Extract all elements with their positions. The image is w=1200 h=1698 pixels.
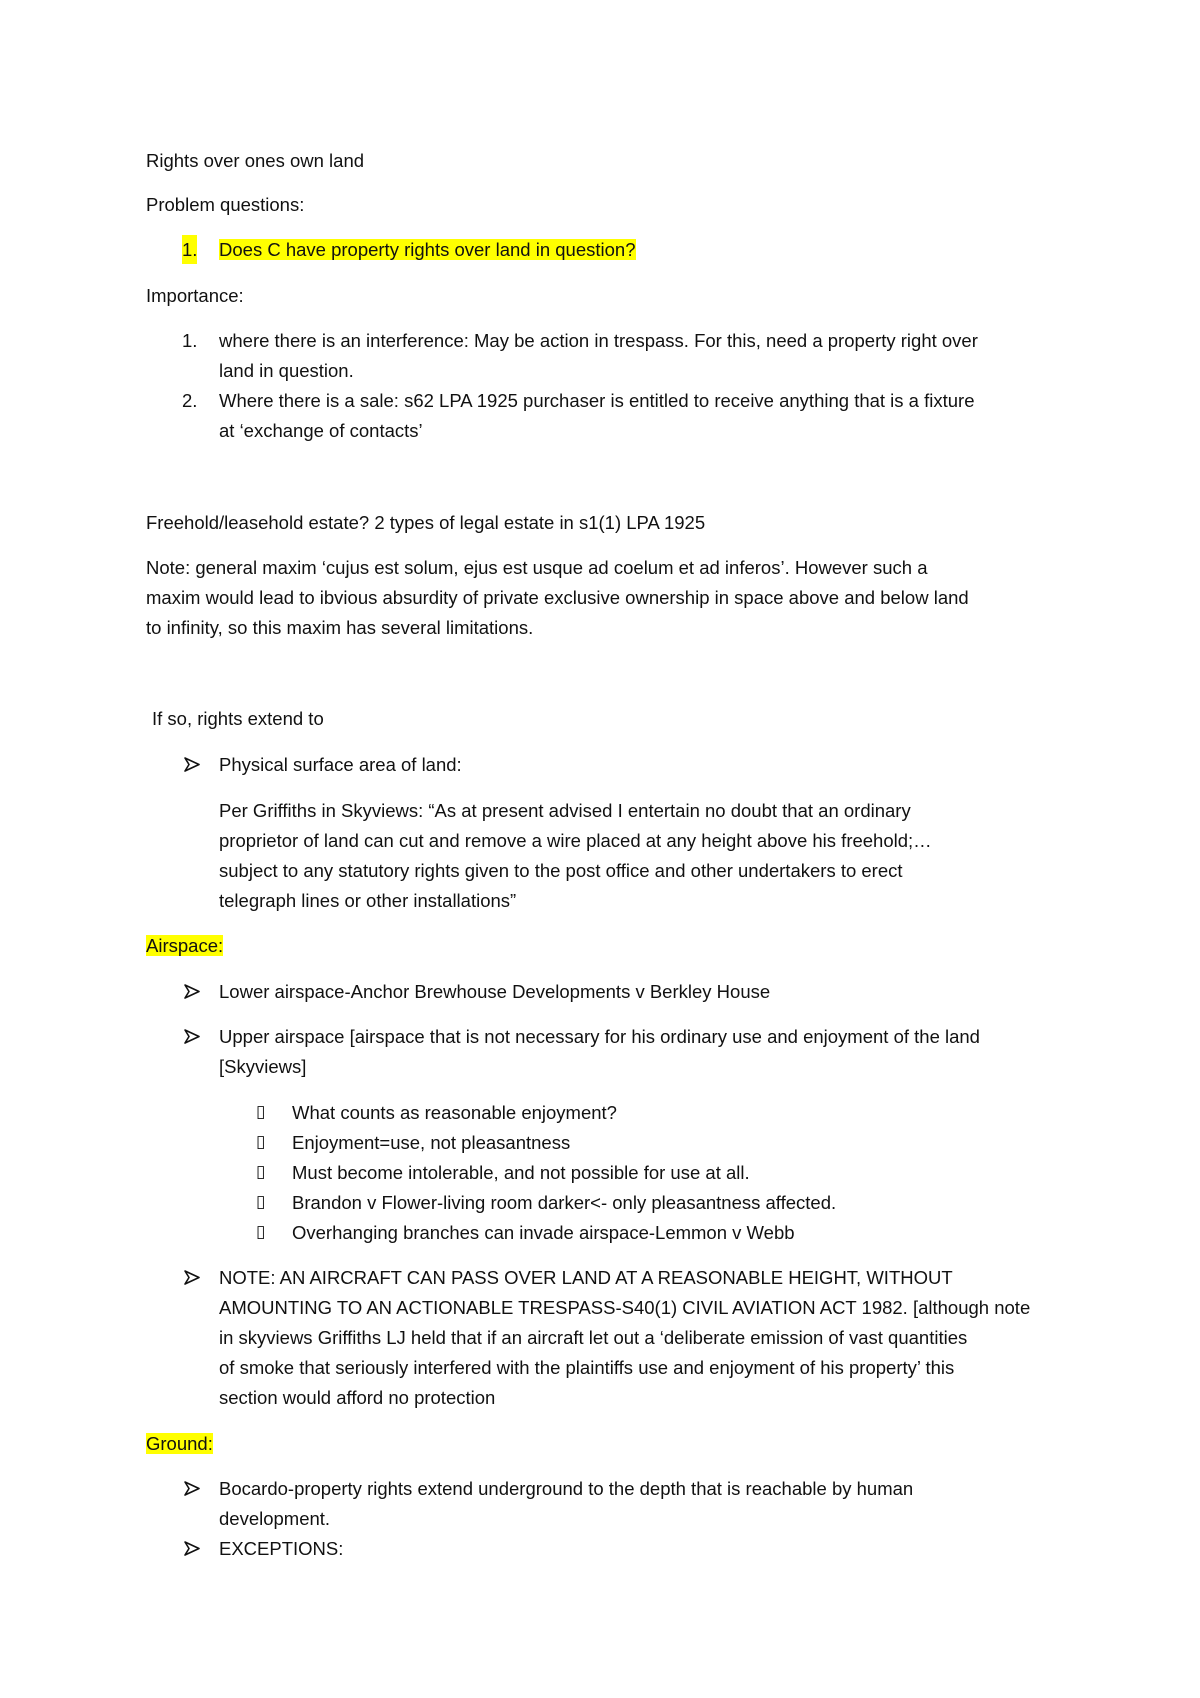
sub-item-3: Must become intolerable, and not possible for use at all. [292,1162,750,1183]
exceptions-item: EXCEPTIONS: [219,1538,344,1559]
griffiths-quote-line-2: proprietor of land can cut and remove a wire placed at any height above his freehold;… [219,830,932,851]
lower-airspace-item: Lower airspace-Anchor Brewhouse Developments v Berkley House [219,981,771,1002]
highlighted-text: Airspace: [146,935,224,956]
question-1 [219,235,636,264]
bocardo-line-2: development. [219,1508,331,1529]
sub-item-4: Brandon v Flower-living room darker<- only pleasantness affected. [292,1192,837,1213]
arrow-bullet-icon [183,1263,201,1292]
sub-item-5: Overhanging branches can invade airspace-Lemmon v Webb [292,1222,795,1243]
aircraft-note-line-3: in skyviews Griffiths LJ held that if an aircraft let out a ‘deliberate emission of vast quantities [219,1327,968,1348]
list-number: 2. [182,390,198,411]
upper-airspace-line-2: [Skyviews] [219,1056,307,1077]
sub-item-1: What counts as reasonable enjoyment? [292,1102,617,1123]
note-line-3: to infinity, so this maxim has several limitations. [146,617,534,638]
square-bullet-icon: ▯ [256,1192,266,1212]
ground-heading [146,1429,213,1458]
importance-2-line-1: Where there is a sale: s62 LPA 1925 purchaser is entitled to receive anything that is a fixture [219,390,975,411]
arrow-bullet-icon [183,1474,201,1503]
list-number: 1. [182,235,197,264]
aircraft-note-line-2: AMOUNTING TO AN ACTIONABLE TRESPASS-S40(1) CIVIL AVIATION ACT 1982. [although note [219,1297,1031,1318]
importance-1-line-2: land in question. [219,360,354,381]
square-bullet-icon: ▯ [256,1222,266,1242]
list-number: 1. [182,330,198,351]
doc-title: Rights over ones own land [146,150,365,171]
arrow-bullet-icon [183,750,201,779]
importance-2-line-2: at ‘exchange of contacts’ [219,420,423,441]
griffiths-quote-line-1: Per Griffiths in Skyviews: “As at present advised I entertain no doubt that an ordinary [219,800,911,821]
aircraft-note-line-1: NOTE: AN AIRCRAFT CAN PASS OVER LAND AT A REASONABLE HEIGHT, WITHOUT [219,1267,953,1288]
sub-item-2: Enjoyment=use, not pleasantness [292,1132,571,1153]
note-line-2: maxim would lead to ibvious absurdity of private exclusive ownership in space above and below land [146,587,969,608]
griffiths-quote-line-3: subject to any statutory rights given to the post office and other undertakers to erect [219,860,903,881]
highlighted-text: Does C have property rights over land in question? [219,239,636,260]
aircraft-note-line-5: section would afford no protection [219,1387,496,1408]
arrow-bullet-icon [183,1022,201,1051]
arrow-bullet-icon [183,1534,201,1563]
bocardo-line-1: Bocardo-property rights extend underground to the depth that is reachable by human [219,1478,914,1499]
square-bullet-icon: ▯ [256,1102,266,1122]
importance-1-line-1: where there is an interference: May be action in trespass. For this, need a property right over [219,330,978,351]
arrow-bullet-icon [183,977,201,1006]
physical-surface-item: Physical surface area of land: [219,754,462,775]
problem-heading: Problem questions: [146,194,305,215]
freehold-paragraph: Freehold/leasehold estate? 2 types of legal estate in s1(1) LPA 1925 [146,512,706,533]
importance-heading: Importance: [146,285,244,306]
note-line-1: Note: general maxim ‘cujus est solum, ejus est usque ad coelum et ad inferos’. However such a [146,557,928,578]
airspace-heading [146,931,223,960]
aircraft-note-line-4: of smoke that seriously interfered with the plaintiffs use and enjoyment of his property’ this [219,1357,955,1378]
griffiths-quote-line-4: telegraph lines or other installations” [219,890,517,911]
highlighted-text: Ground: [146,1433,213,1454]
upper-airspace-line-1: Upper airspace [airspace that is not necessary for his ordinary use and enjoyment of the land [219,1026,980,1047]
square-bullet-icon: ▯ [256,1132,266,1152]
if-so-paragraph: If so, rights extend to [152,708,324,729]
square-bullet-icon: ▯ [256,1162,266,1182]
